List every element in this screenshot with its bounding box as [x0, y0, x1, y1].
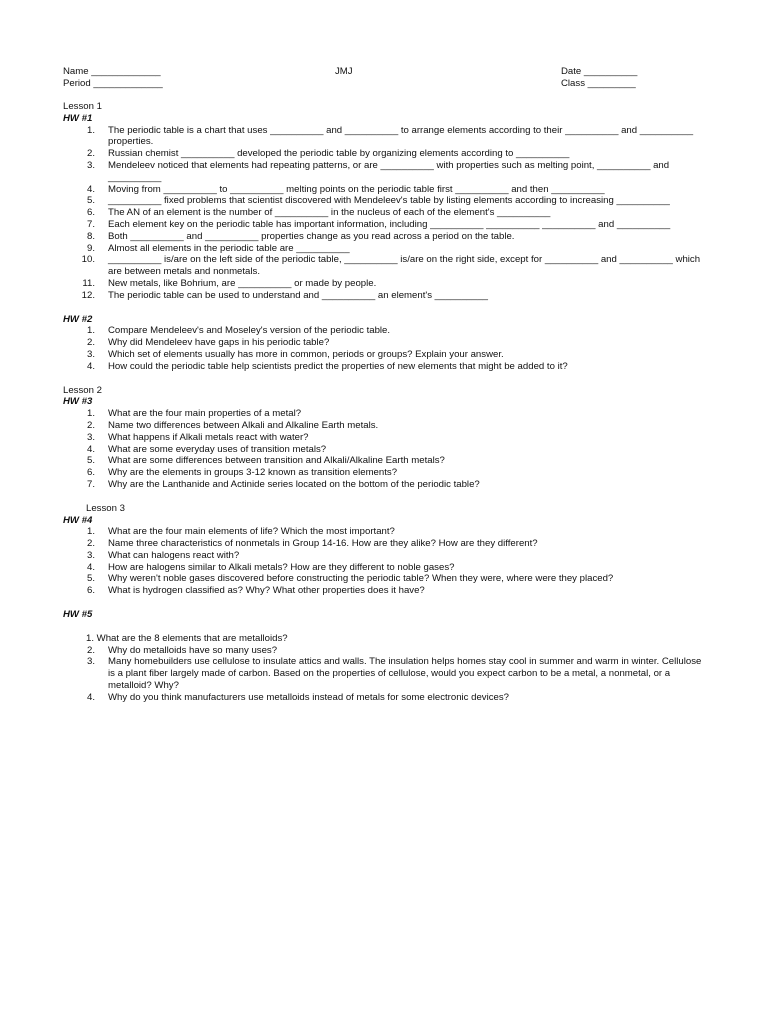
lesson-1-label: Lesson 1 [63, 101, 102, 112]
hw5-list [63, 645, 708, 704]
class-field: Class _________ [561, 77, 636, 89]
name-field: Name _____________ [63, 66, 161, 77]
list-item [63, 243, 708, 255]
list-item [63, 420, 708, 432]
item-number: 4. [86, 443, 95, 455]
item-text: The periodic table can be used to understand and __________ an element's __________ [108, 289, 489, 301]
item-number: 2. [86, 538, 95, 550]
item-number: 10. [81, 254, 95, 266]
item-number: 5. [86, 195, 95, 207]
list-item [63, 254, 708, 278]
item-number: 2. [86, 644, 95, 656]
item-number: 1. [86, 526, 95, 538]
item-text: Moving from __________ to __________ melting points on the periodic table first __________ and then __________ [108, 183, 605, 195]
item-text: __________ is/are on the left side of the periodic table, __________ is/are on the right side, except for __________ and __________ which are between metals and nonmetals. [108, 254, 703, 278]
list-item [63, 148, 708, 160]
item-number: 2. [86, 337, 95, 349]
item-number: 11. [82, 277, 95, 289]
item-text: Name three characteristics of nonmetals in Group 14-16. How are they alike? How are they different? [108, 538, 538, 550]
item-text: How are halogens similar to Alkali metals? How are they different to noble gases? [108, 561, 455, 573]
header-left [63, 66, 163, 90]
item-number: 5. [86, 573, 95, 585]
item-text: Why weren't noble gases discovered before constructing the periodic table? When they were, where were they placed? [108, 573, 614, 585]
item-number: 1. [86, 124, 95, 136]
hw2-title: HW #2 [63, 313, 93, 325]
list-item [63, 550, 708, 562]
list-item [63, 337, 708, 349]
item-text: What can halogens react with? [108, 549, 240, 561]
item-text: Name two differences between Alkali and Alkaline Earth metals. [108, 419, 379, 431]
hw4-title: HW #4 [63, 514, 93, 526]
item-number: 4. [86, 691, 95, 703]
worksheet-content [63, 101, 708, 704]
item-text: New metals, like Bohrium, are __________ or made by people. [108, 277, 377, 289]
list-item [63, 585, 708, 597]
list-item [63, 538, 708, 550]
initials-label: JMJ [335, 66, 353, 77]
item-number: 6. [86, 467, 95, 479]
item-text: What happens if Alkali metals react with water? [108, 431, 309, 443]
item-number: 2. [86, 148, 95, 160]
hw3-list [63, 408, 708, 491]
item-number: 1. [86, 325, 95, 337]
header-center [335, 66, 353, 78]
list-item [63, 573, 708, 585]
item-text: __________ fixed problems that scientist discovered with Mendeleev's table by listing elements according to increasing __________ [108, 195, 670, 207]
item-text: How could the periodic table help scientists predict the properties of new elements that might be added to it? [108, 360, 568, 372]
item-text: Why are the Lanthanide and Actinide series located on the bottom of the periodic table? [108, 478, 480, 490]
list-item [63, 160, 708, 184]
hw5-title: HW #5 [63, 609, 93, 621]
item-text: Which set of elements usually has more in common, periods or groups? Explain your answer. [108, 348, 504, 360]
item-number: 4. [86, 183, 95, 195]
item-number: 4. [86, 360, 95, 372]
list-item [63, 455, 708, 467]
list-item [63, 432, 708, 444]
item-number: 3. [86, 656, 95, 668]
list-item [63, 349, 708, 361]
item-number: 6. [86, 585, 95, 597]
item-number: 7. [86, 478, 95, 490]
header-right [561, 66, 637, 90]
item-text: What are some differences between transition and Alkali/Alkaline Earth metals? [108, 455, 445, 467]
item-text: Many homebuilders use cellulose to insulate attics and walls. The insulation helps homes stay cool in summer and warm in winter. Cellulose is a plant fiber largely made of carbon. Based on the properties of cellulose, would you expect carbon to be a metal, a nonmetal, or a metalloid? Why? [108, 656, 704, 692]
item-number: 3. [86, 159, 95, 171]
hw2-list [63, 325, 708, 372]
item-text: Russian chemist __________ developed the periodic table by organizing elements according to __________ [108, 148, 570, 160]
item-text: The periodic table is a chart that uses __________ and __________ to arrange elements according to their __________ and __________ properties. [108, 124, 696, 148]
list-item [63, 526, 708, 538]
item-number: 7. [86, 218, 95, 230]
item-number: 12. [81, 289, 95, 301]
hw5-item-1: 1. What are the 8 elements that are metalloids? [86, 632, 288, 644]
period-field: Period _____________ [63, 77, 163, 89]
list-item [63, 207, 708, 219]
item-number: 1. [86, 408, 95, 420]
list-item [63, 184, 708, 196]
item-text: Almost all elements in the periodic table are __________ [108, 242, 350, 254]
item-text: Why did Mendeleev have gaps in his periodic table? [108, 337, 330, 349]
list-item [63, 467, 708, 479]
lesson-3-label: Lesson 3 [86, 502, 125, 514]
list-item [63, 278, 708, 290]
item-number: 9. [86, 242, 95, 254]
list-item [63, 125, 708, 149]
lesson-2-label: Lesson 2 [63, 384, 102, 396]
item-number: 2. [86, 419, 95, 431]
item-number: 3. [86, 549, 95, 561]
item-text: Each element key on the periodic table has important information, including __________ __________ __________ and __________ [108, 218, 671, 230]
item-text: What are some everyday uses of transition metals? [108, 443, 327, 455]
list-item [63, 361, 708, 373]
list-item [63, 219, 708, 231]
list-item [63, 444, 708, 456]
list-item [63, 290, 708, 302]
item-text: Compare Mendeleev's and Moseley's version of the periodic table. [108, 325, 391, 337]
list-item [63, 231, 708, 243]
hw4-list [63, 526, 708, 597]
item-text: Why are the elements in groups 3-12 known as transition elements? [108, 467, 398, 479]
item-number: 8. [86, 230, 95, 242]
item-number: 3. [86, 348, 95, 360]
item-number: 5. [86, 455, 95, 467]
item-text: The AN of an element is the number of __________ in the nucleus of each of the element's __________ [108, 207, 551, 219]
hw3-title: HW #3 [63, 396, 93, 408]
list-item [63, 408, 708, 420]
item-text: What are the four main properties of a metal? [108, 408, 302, 420]
list-item [63, 692, 708, 704]
item-text: Both __________ and __________ properties change as you read across a period on the table. [108, 230, 515, 242]
list-item [63, 479, 708, 491]
item-number: 3. [86, 431, 95, 443]
date-field: Date __________ [561, 66, 638, 77]
list-item [63, 325, 708, 337]
hw1-list [63, 125, 708, 302]
list-item [63, 645, 708, 657]
item-text: Why do metalloids have so many uses? [108, 644, 278, 656]
item-number: 6. [86, 207, 95, 219]
item-text: What is hydrogen classified as? Why? What other properties does it have? [108, 585, 425, 597]
list-item [63, 562, 708, 574]
list-item [63, 195, 708, 207]
hw1-title: HW #1 [63, 112, 93, 124]
item-text: Why do you think manufacturers use metalloids instead of metals for some electronic devices? [108, 691, 509, 703]
item-text: What are the four main elements of life? Which the most important? [108, 526, 395, 538]
list-item [63, 656, 708, 691]
item-text: Mendeleev noticed that elements had repeating patterns, or are __________ with properties such as melting point, __________ and __________ [108, 159, 672, 183]
item-number: 4. [86, 561, 95, 573]
